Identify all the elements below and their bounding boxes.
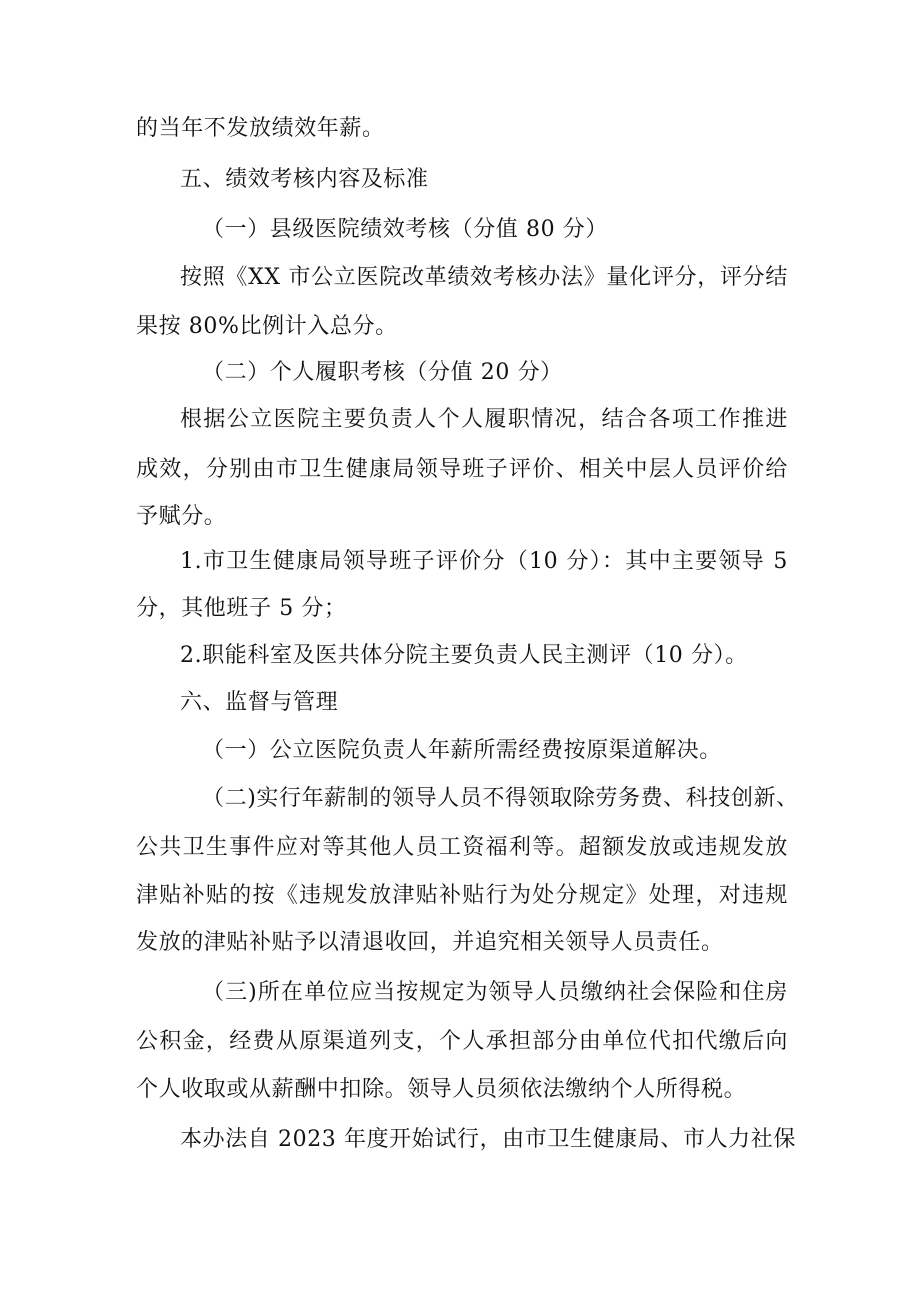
list-item: 1.市卫生健康局领导班子评价分（10 分）：其中主要领导 5: [180, 549, 788, 574]
subsection-heading: （一）县级医院绩效考核（分值 80 分）: [202, 217, 608, 242]
text-line: 予赋分。: [136, 504, 227, 529]
text-line: 津贴补贴的按《违规发放津贴补贴行为处分规定》处理，对违规: [136, 883, 788, 908]
text-line: 按照《XX 市公立医院改革绩效考核办法》量化评分，评分结: [180, 265, 788, 290]
text-line: 成效，分别由市卫生健康局领导班子评价、相关中层人员评价给: [136, 457, 788, 482]
text-line: 分，其他班子 5 分；: [136, 596, 347, 621]
section-heading: 五、绩效考核内容及标准: [180, 167, 429, 192]
text-line: 公积金，经费从原渠道列支，个人承担部分由单位代扣代缴后向: [136, 1029, 788, 1054]
list-item: 2.职能科室及医共体分院主要负责人民主测评（10 分）。: [180, 643, 748, 668]
text-line: 发放的津贴补贴予以清退收回，并追究相关领导人员责任。: [136, 930, 724, 955]
text-line: （二)实行年薪制的领导人员不得领取除劳务费、科技创新、: [202, 786, 799, 811]
subsection-heading: （二）个人履职考核（分值 20 分）: [202, 360, 563, 385]
text-line: 本办法自 2023 年度开始试行，由市卫生健康局、市人力社保: [180, 1127, 796, 1152]
text-line: 个人收取或从薪酬中扣除。领导人员须依法缴纳个人所得税。: [136, 1077, 747, 1102]
text-line: （一）公立医院负责人年薪所需经费按原渠道解决。: [202, 738, 722, 763]
text-line: 公共卫生事件应对等其他人员工资福利等。超额发放或违规发放: [136, 835, 788, 860]
text-line: 果按 80%比例计入总分。: [136, 314, 398, 339]
text-line: 根据公立医院主要负责人个人履职情况，结合各项工作推进: [180, 407, 788, 432]
text-line: （三)所在单位应当按规定为领导人员缴纳社会保险和住房: [202, 980, 788, 1005]
section-heading: 六、监督与管理: [180, 690, 339, 715]
text-line: 的当年不发放绩效年薪。: [136, 116, 385, 141]
